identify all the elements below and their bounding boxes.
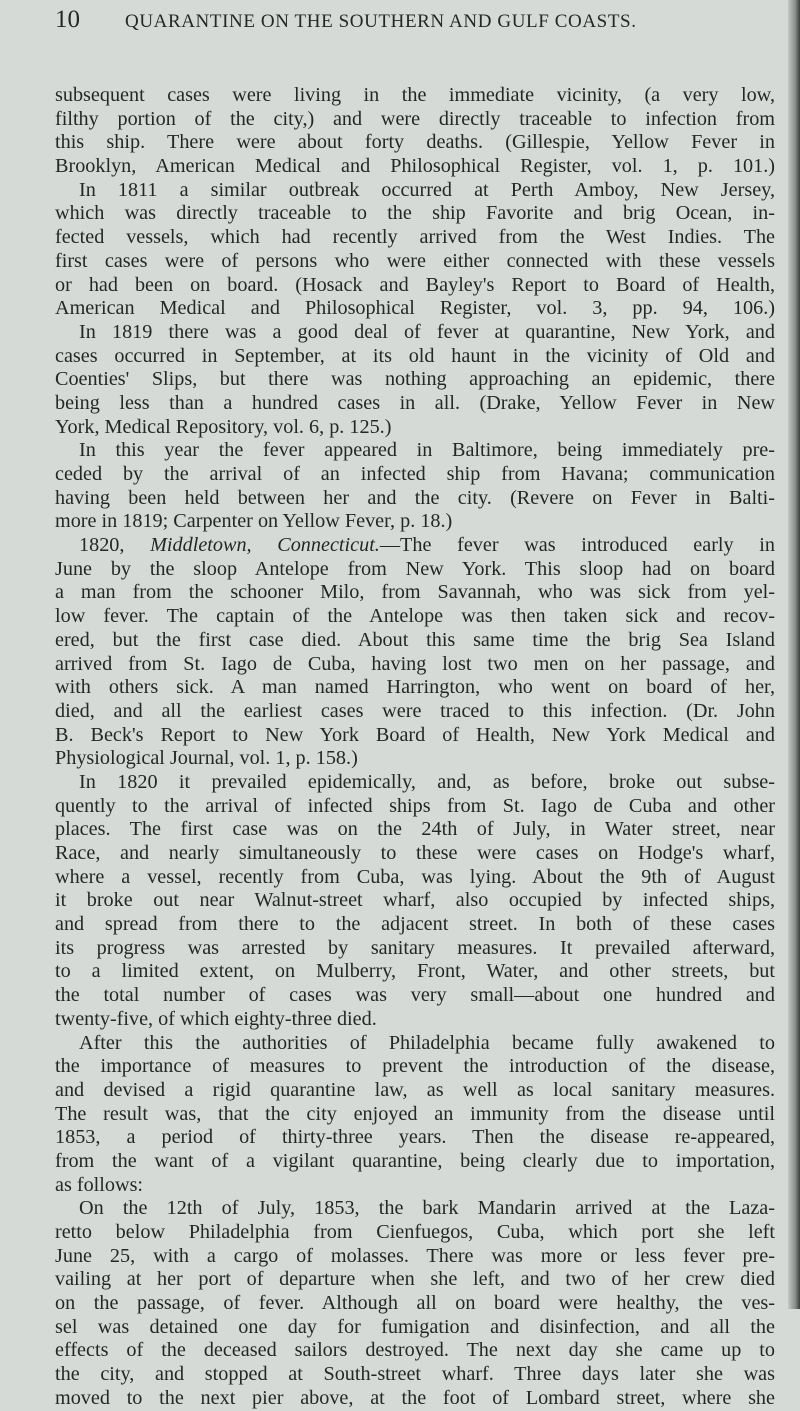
text-line: the importance of measures to prevent the introduction of the disease, [55, 1055, 775, 1078]
text-line: where a vessel, recently from Cuba, was lying. About the 9th of August [55, 865, 775, 888]
text-line: retto below Philadelphia from Cienfuegos, Cuba, which port she left [55, 1221, 775, 1243]
text-line: subsequent cases were living in the immediate vicinity, (a very low, [55, 84, 775, 106]
book-binding-edge [788, 0, 800, 1309]
text-line: 1853, a period of thirty-three years. Then the disease re-appeared, [55, 1126, 775, 1149]
text-line: and devised a rigid quarantine law, as well as local sanitary measures. [55, 1078, 775, 1101]
text-line [55, 534, 775, 558]
text-line: sel was detained one day for fumigation and disinfection, and all the [55, 1315, 775, 1338]
running-title: QUARANTINE ON THE SOUTHERN AND GULF COASTS. [125, 11, 637, 32]
text-line: In this year the fever appeared in Baltimore, being immediately pre- [79, 439, 775, 462]
text-line: filthy portion of the city,) and were directly traceable to infection from [55, 107, 775, 130]
paragraph [55, 534, 775, 771]
text-line: American Medical and Philosophical Register, vol. 3, pp. 94, 106.) [55, 297, 775, 320]
text-line: first cases were of persons who were either connected with these vessels [55, 249, 775, 272]
paragraph [55, 84, 775, 179]
text-line: ceded by the arrival of an infected ship from Havana; communication [55, 463, 775, 485]
text-line: fected vessels, which had recently arrived from the West Indies. The [55, 226, 775, 249]
text-line: a man from the schooner Milo, from Savannah, who was sick from yel- [55, 581, 775, 604]
text-line: low fever. The captain of the Antelope was then taken sick and recov- [55, 605, 775, 628]
text-line: ered, but the first case died. About this same time the brig Sea Island [55, 628, 775, 651]
text-line: B. Beck's Report to New York Board of Health, New York Medical and [55, 723, 775, 746]
text-line: In 1811 a similar outbreak occurred at Perth Amboy, New Jersey, [79, 178, 775, 201]
text-line: being less than a hundred cases in all. (Drake, Yellow Fever in New [55, 391, 775, 414]
text-line: more in 1819; Carpenter on Yellow Fever, p. 18.) [55, 510, 453, 533]
italic-text: Middletown, Connecticut. [150, 534, 380, 557]
paragraph [55, 1032, 775, 1198]
text-line: having been held between her and the city. (Revere on Fever in Balti- [55, 486, 775, 509]
page-header [55, 6, 745, 36]
text-line: with others sick. A man named Harrington, who went on board of her, [55, 676, 775, 699]
text-line: June 25, with a cargo of molasses. There was more or less fever pre- [55, 1244, 775, 1267]
text-line: quently to the arrival of infected ships from St. Iago de Cuba and other [55, 794, 775, 817]
text-segment: —The fever was introduced early in [379, 534, 776, 557]
text-line: In 1820 it prevailed epidemically, and, as before, broke out subse- [79, 770, 775, 793]
text-line: from the want of a vigilant quarantine, being clearly due to importation, [55, 1149, 775, 1172]
text-line: vailing at her port of departure when she left, and two of her crew died [55, 1268, 775, 1291]
text-line: June by the sloop Antelope from New York. This sloop had on board [55, 557, 775, 580]
text-line: which was directly traceable to the ship Favorite and brig Ocean, in- [55, 202, 775, 225]
paragraph [55, 771, 775, 1032]
text-line: Brooklyn, American Medical and Philosophical Register, vol. 1, p. 101.) [55, 155, 775, 178]
paragraph [55, 439, 775, 534]
text-line: as follows: [55, 1173, 144, 1196]
text-line: the city, and stopped at South-street wharf. Three days later she was [55, 1363, 775, 1386]
text-line: Coenties' Slips, but there was nothing approaching an epidemic, there [55, 368, 775, 391]
text-line: In 1819 there was a good deal of fever at quarantine, New York, and [79, 320, 775, 343]
paragraph [55, 179, 775, 321]
page-body [55, 84, 775, 1411]
paragraph [55, 321, 775, 439]
text-line: arrived from St. Iago de Cuba, having lost two men on her passage, and [55, 652, 775, 675]
text-line: effects of the deceased sailors destroyed. The next day she came up to [55, 1339, 775, 1362]
text-line: After this the authorities of Philadelphia became fully awakened to [79, 1031, 775, 1054]
text-line: the total number of cases was very small—about one hundred and [55, 984, 775, 1007]
text-line: died, and all the earliest cases were traced to this infection. (Dr. John [55, 699, 775, 722]
text-line: it broke out near Walnut-street wharf, also occupied by infected ships, [55, 889, 775, 912]
text-line: on the passage, of fever. Although all on board were healthy, the ves- [55, 1292, 775, 1315]
text-line: to a limited extent, on Mulberry, Front, Water, and other streets, but [55, 960, 775, 983]
text-line: and spread from there to the adjacent street. In both of these cases [55, 913, 775, 936]
text-line: its progress was arrested by sanitary measures. It prevailed afterward, [55, 936, 775, 959]
text-line: this ship. There were about forty deaths. (Gillespie, Yellow Fever in [55, 131, 775, 154]
text-line: moved to the next pier above, at the foot of Lombard street, where she [55, 1386, 775, 1409]
paragraph [55, 1197, 775, 1410]
text-line: The result was, that the city enjoyed an immunity from the disease until [55, 1102, 775, 1125]
text-segment: 1820, [79, 534, 151, 557]
text-line: cases occurred in September, at its old haunt in the vicinity of Old and [55, 344, 775, 367]
page-number: 10 [55, 6, 80, 33]
text-line: Physiological Journal, vol. 1, p. 158.) [55, 747, 358, 770]
text-line: twenty-five, of which eighty-three died. [55, 1007, 377, 1030]
text-line: places. The first case was on the 24th of July, in Water street, near [55, 818, 775, 841]
text-line: or had been on board. (Hosack and Bayley's Report to Board of Health, [55, 273, 775, 296]
text-line: On the 12th of July, 1853, the bark Mandarin arrived at the Laza- [79, 1197, 775, 1220]
text-line: York, Medical Repository, vol. 6, p. 125.) [55, 415, 392, 438]
text-line: Race, and nearly simultaneously to these were cases on Hodge's wharf, [55, 842, 775, 864]
